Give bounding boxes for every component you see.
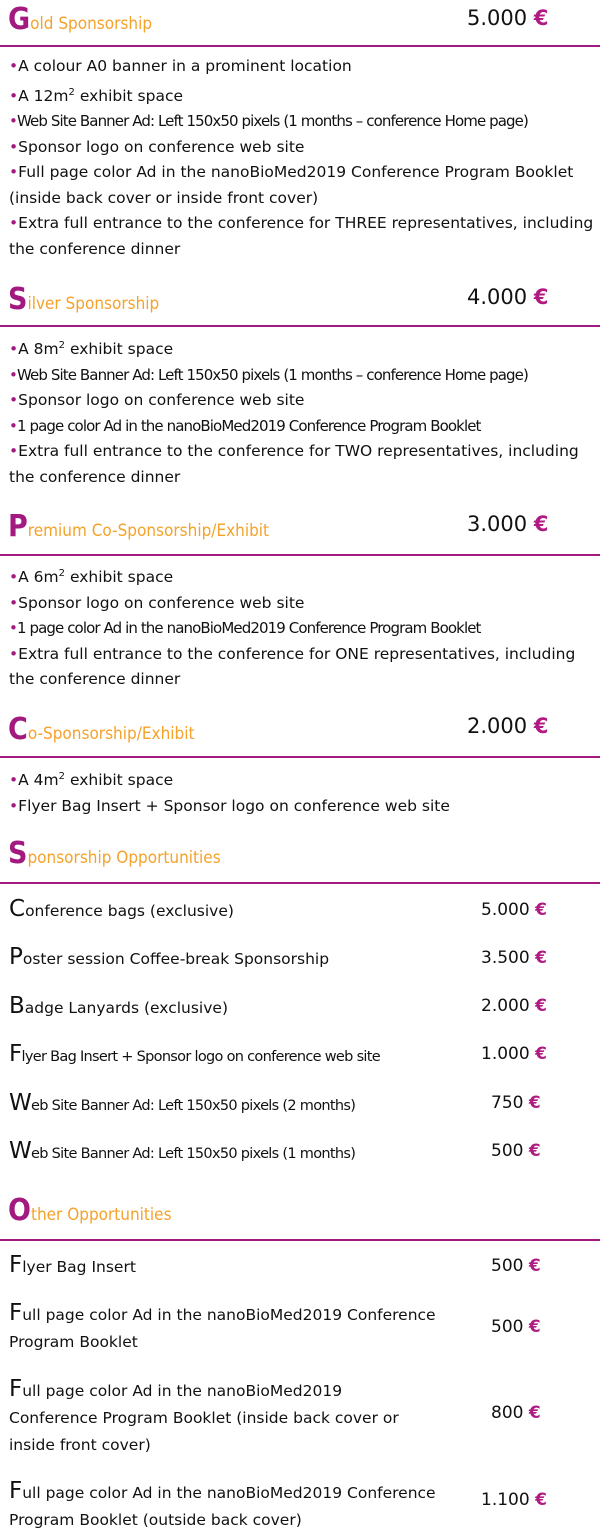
list-item: •Extra full entrance to the conference for THREE representatives, including the conference dinner bbox=[9, 214, 594, 258]
gold-sponsorship-title: Gold Sponsorship bbox=[8, 2, 153, 37]
cosponsorship-benefits-list bbox=[9, 764, 599, 819]
list-item: •Flyer Bag Insert + Sponsor logo on conference web site bbox=[9, 796, 450, 815]
list-item: •Web Site Banner Ad: Left 150x50 pixels (1 months – conference Home page) bbox=[9, 112, 528, 131]
opportunity-price: 750 € bbox=[491, 1093, 541, 1113]
gold-sponsorship-price: 5.000 € bbox=[467, 6, 549, 30]
opportunity-price: 1.000 € bbox=[481, 1044, 547, 1064]
silver-sponsorship-price: 4.000 € bbox=[467, 285, 549, 309]
other-opportunity-item: Full page color Ad in the nanoBioMed2019 Conference Program Booklet bbox=[9, 1300, 436, 1351]
opportunity-item: Flyer Bag Insert + Sponsor logo on conference web site bbox=[9, 1041, 380, 1067]
list-item: •1 page color Ad in the nanoBioMed2019 Conference Program Booklet bbox=[9, 619, 481, 638]
silver-sponsorship-title: Silver Sponsorship bbox=[8, 282, 160, 317]
sponsorship-opportunities-title: Sponsorship Opportunities bbox=[8, 836, 221, 871]
list-item: •Extra full entrance to the conference for ONE representatives, including the conference dinner bbox=[9, 644, 576, 689]
opportunity-price: 500 € bbox=[491, 1141, 541, 1161]
list-item: •A $6m^2$ exhibit space bbox=[9, 568, 174, 587]
list-item: •A colour A0 banner in a prominent location bbox=[9, 57, 352, 75]
list-item: •Sponsor logo on conference web site bbox=[9, 137, 305, 156]
opportunity-price: 3.500 € bbox=[481, 948, 547, 968]
list-item: •Sponsor logo on conference web site bbox=[9, 391, 305, 410]
section-divider bbox=[0, 1239, 600, 1241]
list-item: •1 page color Ad in the nanoBioMed2019 Conference Program Booklet bbox=[9, 416, 481, 435]
other-opportunity-item: Flyer Bag Insert bbox=[9, 1252, 136, 1278]
cosponsorship-title: Co-Sponsorship/Exhibit bbox=[8, 712, 195, 747]
section-divider bbox=[0, 554, 600, 556]
section-divider bbox=[0, 325, 600, 327]
silver-benefits-list bbox=[9, 333, 599, 490]
opportunity-item: Conference bags (exclusive) bbox=[9, 896, 234, 922]
list-item: •A $8m^2$ exhibit space bbox=[9, 340, 174, 359]
premium-cosponsorship-title: Premium Co-Sponsorship/Exhibit bbox=[8, 509, 270, 544]
gold-benefits-list bbox=[9, 54, 599, 262]
opportunity-price: 5.000 € bbox=[481, 900, 547, 920]
opportunity-item: Web Site Banner Ad: Left 150x50 pixels (2 months) bbox=[9, 1090, 356, 1116]
list-item: •Web Site Banner Ad: Left 150x50 pixels (1 months – conference Home page) bbox=[9, 365, 528, 384]
section-divider bbox=[0, 756, 600, 758]
other-opportunity-price: 1.100 € bbox=[481, 1490, 547, 1510]
opportunity-price: 2.000 € bbox=[481, 996, 547, 1016]
list-item: •Full page color Ad in the nanoBioMed2019 Conference Program Booklet (inside back cover or inside front cover) bbox=[9, 163, 574, 207]
list-item: •Sponsor logo on conference web site bbox=[9, 593, 305, 612]
premium-cosponsorship-price: 3.000 € bbox=[467, 512, 549, 536]
cosponsorship-price: 2.000 € bbox=[467, 714, 549, 738]
list-item: •A $12m^2$ exhibit space bbox=[9, 86, 184, 105]
opportunity-item: Web Site Banner Ad: Left 150x50 pixels (1 months) bbox=[9, 1138, 356, 1164]
opportunity-item: Poster session Coffee-break Sponsorship bbox=[9, 944, 330, 970]
other-opportunity-price: 500 € bbox=[491, 1256, 541, 1276]
list-item: •Extra full entrance to the conference for TWO representatives, including the conference dinner bbox=[9, 442, 579, 486]
other-opportunities-title: Other Opportunities bbox=[8, 1193, 172, 1228]
opportunity-item: Badge Lanyards (exclusive) bbox=[9, 993, 228, 1019]
premium-benefits-list bbox=[9, 561, 599, 693]
section-divider bbox=[0, 882, 600, 884]
other-opportunity-price: 500 € bbox=[491, 1317, 541, 1337]
other-opportunity-item: Full page color Ad in the nanoBioMed2019 Conference Program Booklet (outside back cover) bbox=[9, 1478, 436, 1529]
other-opportunity-price: 800 € bbox=[491, 1403, 541, 1423]
other-opportunity-item: Full page color Ad in the nanoBioMed2019 Conference Program Booklet (inside back cover or inside front cover) bbox=[9, 1376, 399, 1454]
list-item: •A $4m^2$ exhibit space bbox=[9, 771, 174, 790]
section-divider bbox=[0, 45, 600, 47]
